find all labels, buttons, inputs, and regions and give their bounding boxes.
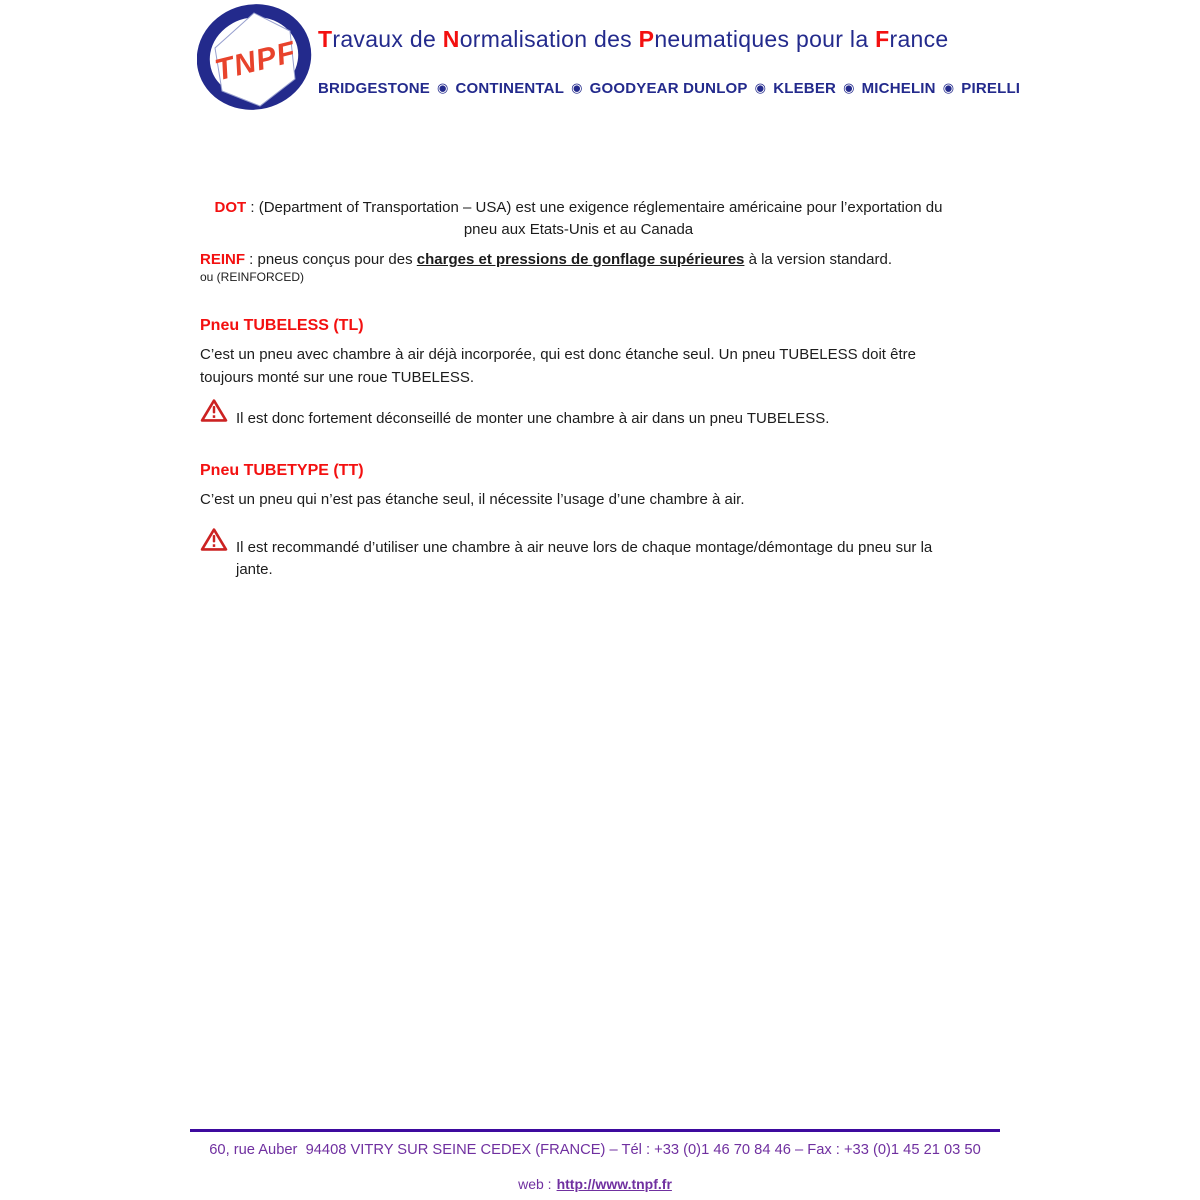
- reinf-alt-label: ou (REINFORCED): [200, 270, 305, 284]
- bullseye-icon: ◉: [754, 81, 767, 96]
- title-initial: N: [442, 26, 460, 52]
- footer-divider: [190, 1129, 1000, 1132]
- dot-definition: [200, 197, 957, 241]
- dot-definition-line1: : (Department of Transportation – USA) est une exigence réglementaire américaine pour l’exportation du: [246, 199, 943, 216]
- tubetype-warning: [200, 527, 957, 581]
- tnpf-logo: [197, 1, 313, 113]
- reinf-emphasis: charges et pressions de gonflage supérieures: [416, 251, 745, 268]
- brand-name: BRIDGESTONE: [318, 80, 430, 97]
- warning-triangle-icon: [200, 527, 228, 552]
- tnpf-logo-graphic: [197, 1, 313, 113]
- footer-address: 60, rue Auber 94408 VITRY SUR SEINE CEDEX (FRANCE) – Tél : +33 (0)1 46 70 84 46 – Fax : +33 (0)1 45 21 03 50: [209, 1142, 981, 1158]
- tubetype-paragraph: C’est un pneu qui n’est pas étanche seul, il nécessite l’usage d’une chambre à air.: [200, 491, 745, 508]
- title-initial: T: [318, 26, 333, 52]
- page-title: [318, 26, 949, 53]
- bullseye-icon: ◉: [436, 81, 449, 96]
- title-text: neumatiques pour la: [654, 26, 876, 52]
- reinf-definition: [200, 250, 990, 269]
- tubetype-warning-text: Il est recommandé d’utiliser une chambre à air neuve lors de chaque montage/démontage du pneu sur la jante.: [236, 539, 933, 578]
- bullseye-icon: ◉: [571, 81, 583, 96]
- tubeless-warning-text: Il est donc fortement déconseillé de monter une chambre à air dans un pneu TUBELESS.: [236, 410, 830, 427]
- bullseye-icon: ◉: [942, 81, 955, 96]
- brand-name: MICHELIN: [861, 80, 936, 97]
- tubeless-paragraph: C’est un pneu avec chambre à air déjà incorporée, qui est donc étanche seul. Un pneu TUBELESS doit être toujours monté sur une roue TUBELESS.: [200, 346, 916, 386]
- title-text: ravaux de: [332, 26, 443, 52]
- web-label: web :: [518, 1176, 552, 1192]
- dot-term: DOT: [214, 199, 247, 216]
- warning-triangle-icon: [200, 398, 228, 423]
- title-text: rance: [889, 26, 949, 52]
- brand-name: CONTINENTAL: [455, 80, 565, 97]
- dot-definition-line2: pneu aux Etats-Unis et au Canada: [463, 221, 694, 238]
- tubetype-heading: Pneu TUBETYPE (TT): [200, 462, 364, 479]
- title-initial: F: [875, 26, 890, 52]
- brand-name: GOODYEAR DUNLOP: [589, 80, 748, 97]
- brands-line: [318, 80, 1020, 97]
- tubeless-warning: [200, 398, 957, 430]
- reinf-definition-pre: : pneus conçus pour des: [245, 251, 417, 268]
- logo-text: TNPF: [211, 35, 300, 88]
- brand-name: PIRELLI: [961, 80, 1021, 97]
- bullseye-icon: ◉: [843, 81, 855, 96]
- title-text: ormalisation des: [459, 26, 639, 52]
- website-link[interactable]: http://www.tnpf.fr: [556, 1176, 672, 1192]
- tubeless-heading: Pneu TUBELESS (TL): [200, 317, 364, 334]
- footer-web-line: [190, 1176, 1000, 1192]
- reinf-term: REINF: [200, 251, 245, 268]
- title-initial: P: [638, 26, 655, 52]
- brand-name: KLEBER: [773, 80, 837, 97]
- reinf-definition-post: à la version standard.: [744, 251, 892, 268]
